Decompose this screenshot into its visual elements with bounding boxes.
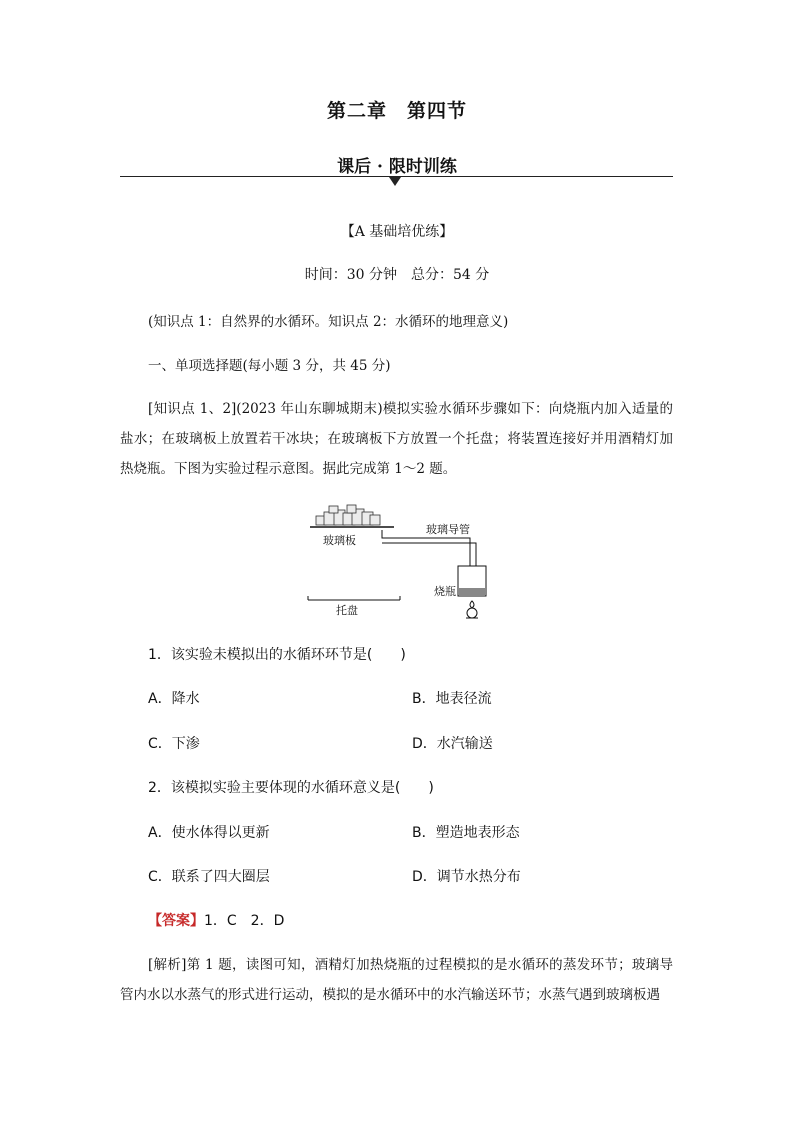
analysis-text: [解析]第 1 题，读图可知，酒精灯加热烧瓶的过程模拟的是水循环的蒸发环节；玻璃导管内水以水蒸气的形式进行运动，模拟的是水循环中的水汽输送环节；水蒸气遇到玻璃板遇 [120, 957, 673, 1003]
label-glass-plate: 玻璃板 [323, 534, 356, 547]
chapter-label: 第二章 [326, 100, 387, 122]
question-2-option-d[interactable]: D．调节水热分布 [412, 869, 521, 885]
alcohol-lamp-icon [466, 601, 478, 618]
page-title [0, 96, 794, 123]
answer-text: 1．C 2．D [204, 913, 285, 929]
question-2-stem: 2．该模拟实验主要体现的水循环意义是( ) [148, 780, 434, 796]
question-1-option-b[interactable]: B．地表径流 [412, 691, 492, 707]
label-glass-tube: 玻璃导管 [426, 523, 470, 536]
question-2-option-a[interactable]: A．使水体得以更新 [148, 825, 270, 841]
question-1-option-d[interactable]: D．水汽输送 [412, 736, 493, 752]
section-heading: 【A 基础培优练】 [340, 224, 454, 240]
experiment-diagram [300, 500, 500, 625]
question-2-option-b[interactable]: B．塑造地表形态 [412, 825, 520, 841]
time-info: 时间：30 分钟 总分：54 分 [304, 267, 490, 283]
answer-tag: 【答案】 [148, 913, 204, 929]
page-subtitle: 课后 · 限时训练 [337, 157, 457, 177]
ice-blocks-icon [316, 505, 380, 525]
question-1-stem: 1．该实验未模拟出的水循环环节是( ) [148, 647, 406, 663]
question-1-option-c[interactable]: C．下渗 [148, 736, 200, 752]
label-flask: 烧瓶 [434, 585, 456, 598]
answer-line [148, 910, 284, 930]
header-rule-marker [389, 177, 401, 186]
question-1-option-a[interactable]: A．降水 [148, 691, 200, 707]
section-label: 第四节 [407, 100, 468, 122]
label-tray: 托盘 [336, 604, 358, 617]
part-one-title: 一、单项选择题(每小题 3 分，共 45 分) [148, 358, 391, 374]
question-2-option-c[interactable]: C．联系了四大圈层 [148, 869, 270, 885]
question-stem: [知识点 1、2](2023 年山东聊城期末)模拟实验水循环步骤如下：向烧瓶内加入适量的盐水；在玻璃板上放置若干冰块；在玻璃板下方放置一个托盘；将装置连接好并用酒精灯加热烧瓶。下图为实验过程示意图。据此完成第 1～2 题。 [120, 401, 673, 477]
tray-shape [308, 596, 400, 600]
knowledge-points: (知识点 1：自然界的水循环。知识点 2：水循环的地理意义) [148, 314, 509, 330]
